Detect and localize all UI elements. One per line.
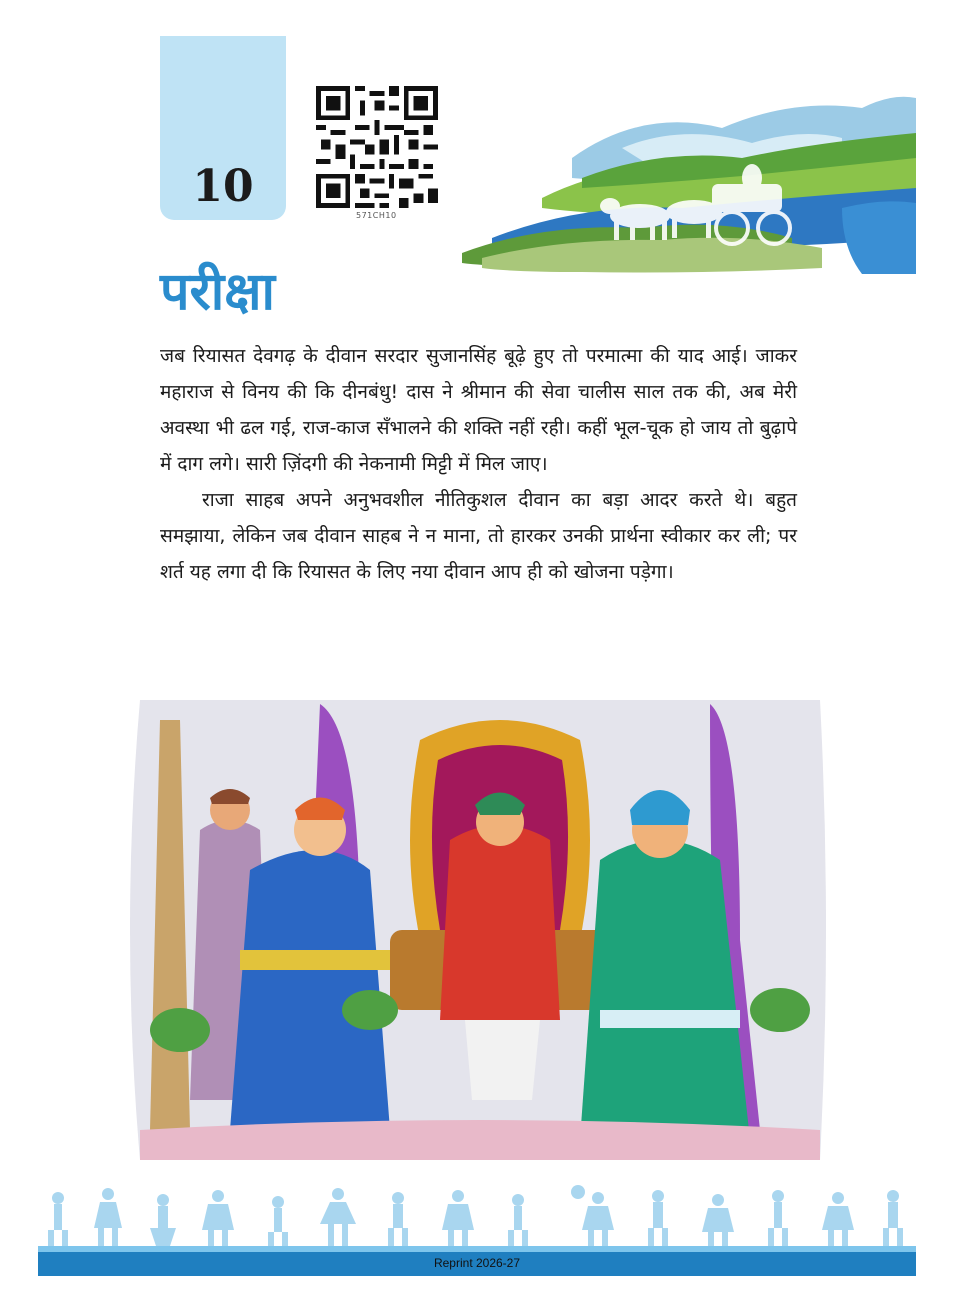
chapter-number-tab — [160, 36, 286, 220]
chapter-title: परीक्षा — [160, 262, 276, 322]
landscape-illustration — [462, 88, 916, 274]
royal-court-illustration — [120, 690, 832, 1170]
paragraph: जब रियासत देवगढ़ के दीवान सरदार सुजानसिंह बूढ़े हुए तो परमात्मा की याद आई। जाकर महाराज से विनय की कि दीनबंधु! दास ने श्रीमान की सेवा चालीस साल तक की, अब मेरी अवस्था भी ढल गई, राज-काज सँभालने की शक्ति नहीं रही। कहीं भूल-चूक हो जाय तो बुढ़ापे में दाग लगे। सारी ज़िंदगी की नेकनामी मिट्टी में मिल जाए। — [160, 345, 797, 475]
footer-bar — [38, 1252, 916, 1276]
reprint-label: Reprint 2026-27 — [433, 1256, 521, 1270]
story-text — [160, 338, 797, 590]
decorative-children-silhouettes — [38, 1184, 916, 1248]
chapter-number: 10 — [192, 161, 254, 212]
paragraph: राजा साहब अपने अनुभवशील नीतिकुशल दीवान का बड़ा आदर करते थे। बहुत समझाया, लेकिन जब दीवान साहब ने न माना, तो हारकर उनकी प्रार्थना स्वीकार कर ली; पर शर्त यह लगा दी कि रियासत के लिए नया दीवान आप ही को खोजना पड़ेगा। — [160, 489, 797, 583]
qr-code-image — [316, 86, 438, 208]
qr-code-label: 571CH10 — [356, 211, 397, 220]
